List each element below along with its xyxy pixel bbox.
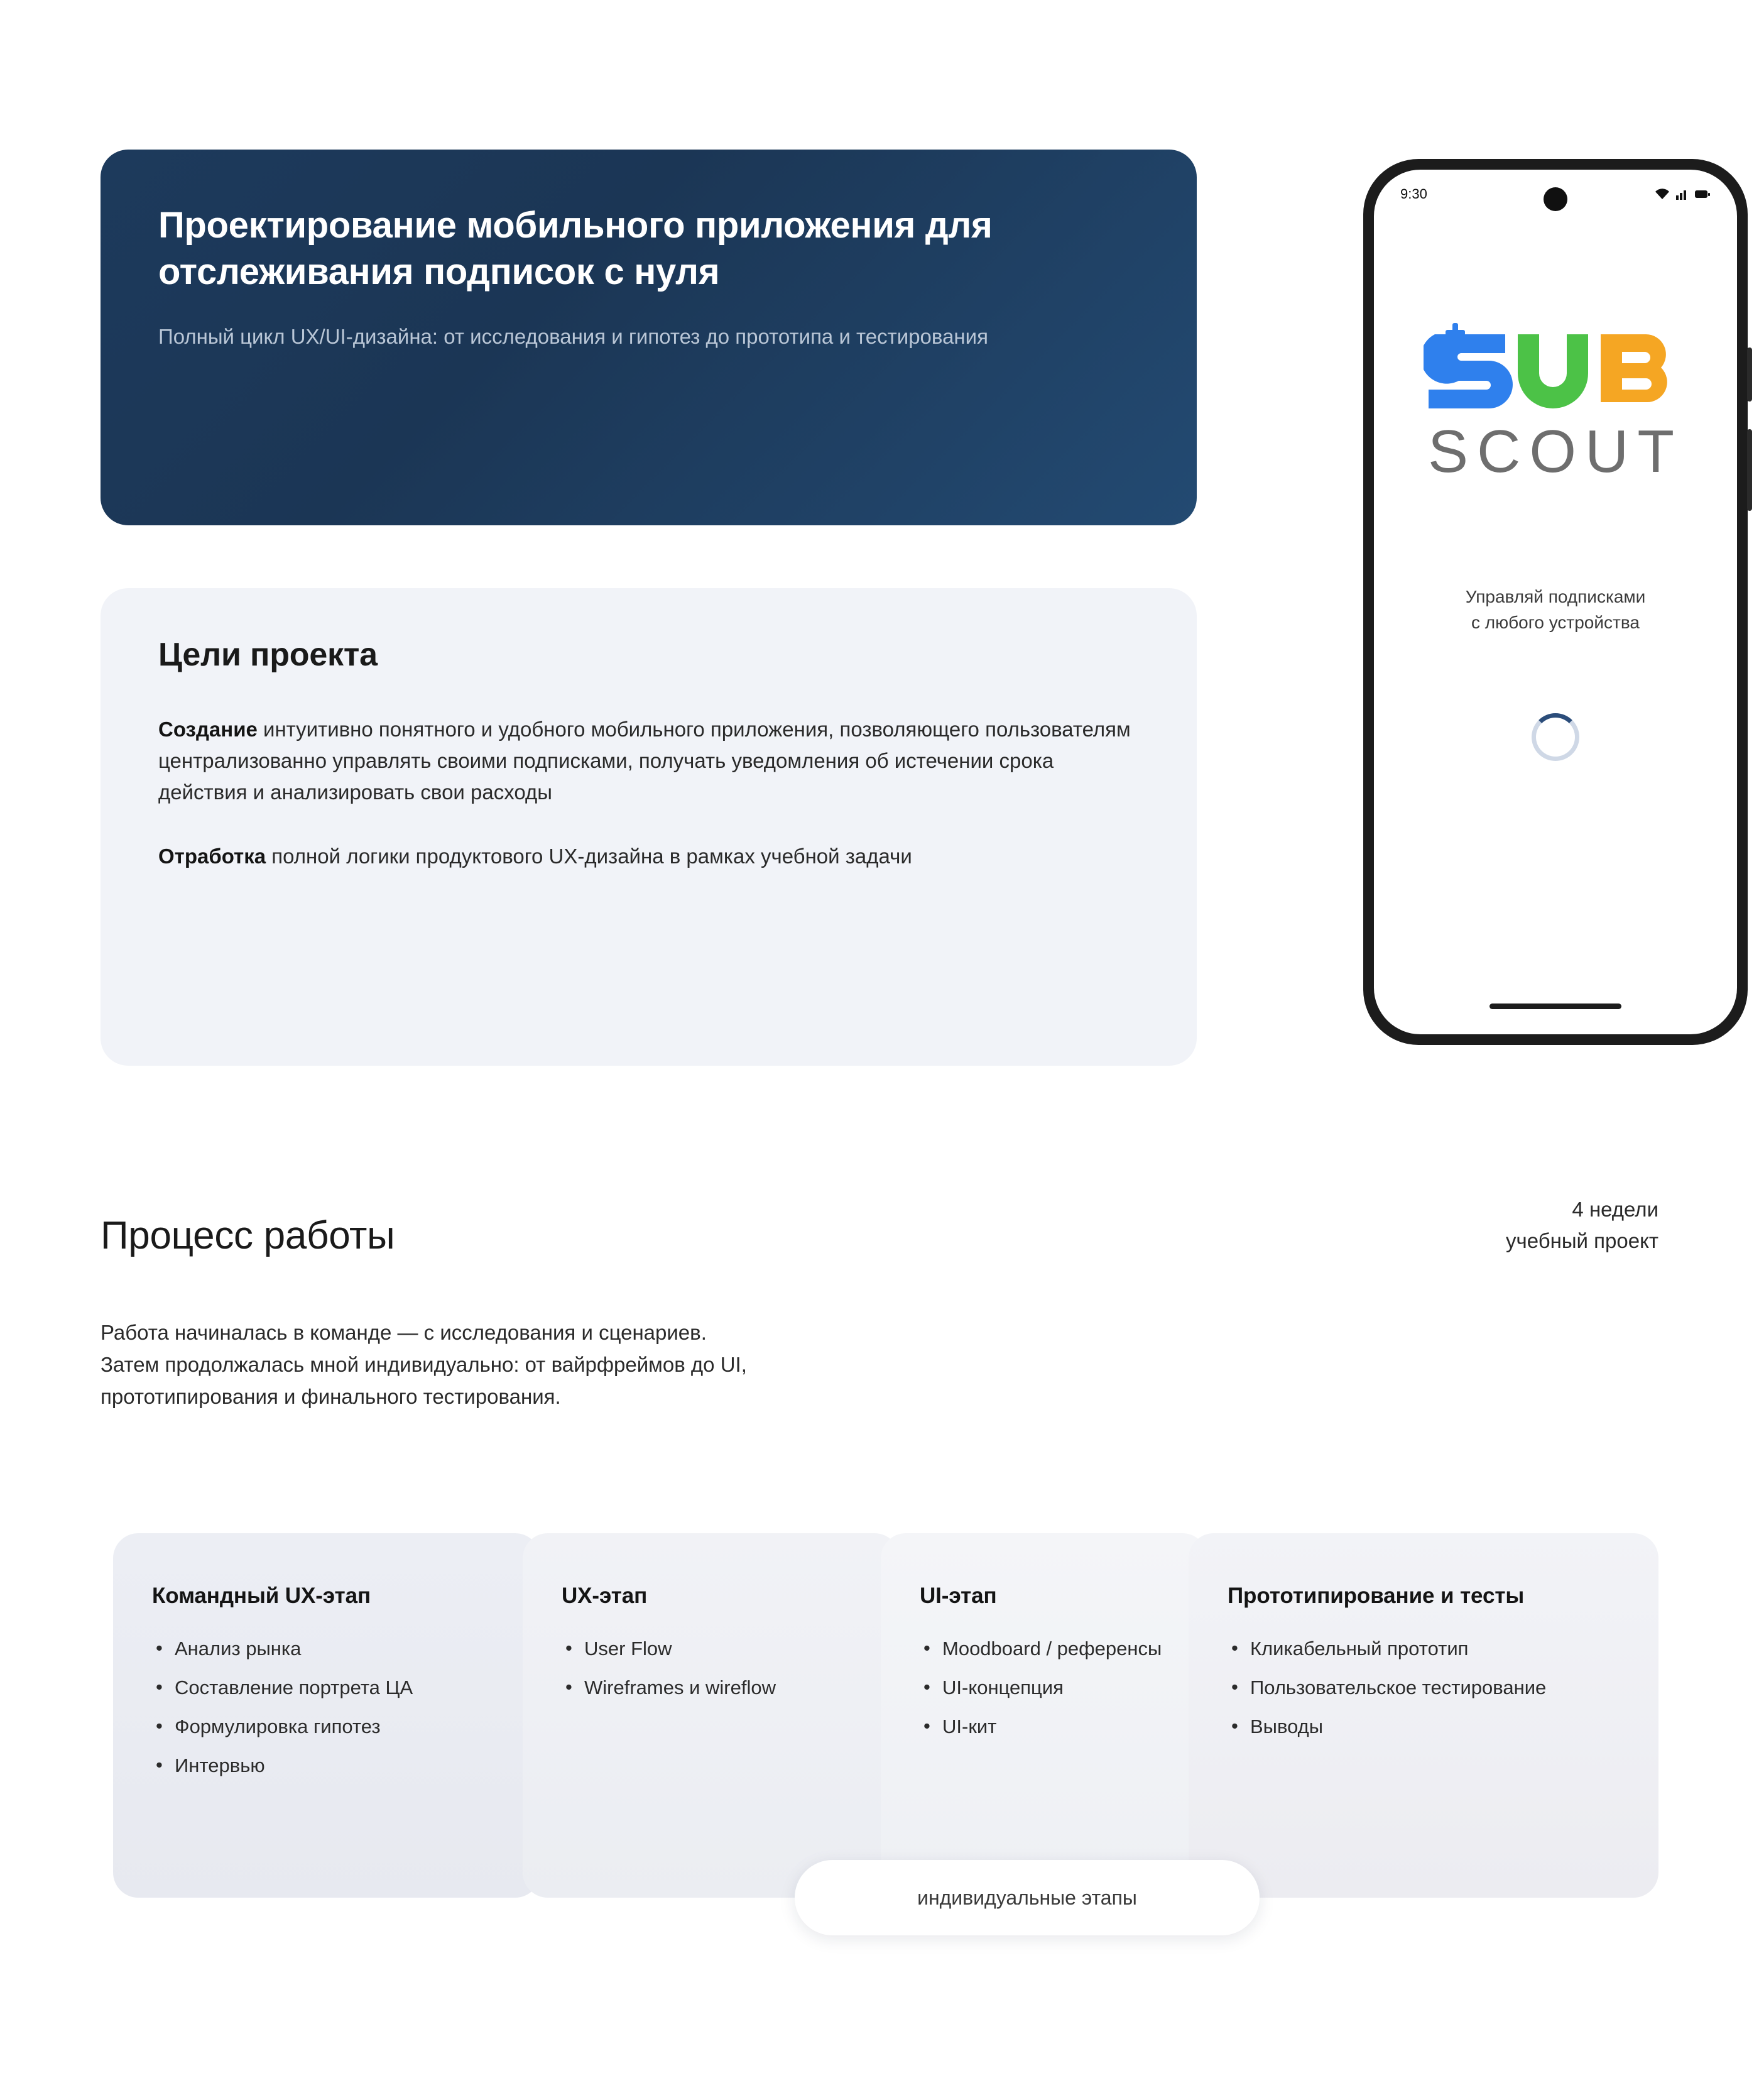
list-item: • Интервью [152,1752,503,1780]
goal-text: полной логики продуктового UX-дизайна в рамках учебной задачи [266,845,912,868]
sub-logo-icon [1424,320,1687,408]
page-title: Проектирование мобильного приложения для отслеживания подписок с нуля [158,205,993,293]
phone-screen [1374,170,1737,1034]
list-item: • Пользовательское тестирование [1228,1674,1621,1702]
stage-title: UI-этап [920,1583,997,1608]
stage-card [523,1533,900,1898]
home-indicator [1489,1004,1621,1009]
list-item: • Формулировка гипотез [152,1713,503,1741]
process-description-line3: прототипирования и финального тестирования. [101,1385,561,1409]
goals-card [101,588,1197,1066]
list-item: • Кликабельный прототип [1228,1635,1621,1663]
list-item: • Составление портрета ЦА [152,1674,503,1702]
list-item: • UI-кит [920,1713,1170,1741]
hero-card [101,150,1197,525]
goal-item [158,841,1139,872]
stage-list [152,1635,503,1780]
goal-item [158,714,1139,808]
stage-title: UX-этап [562,1583,648,1608]
stage-card [881,1533,1207,1898]
stage-card [113,1533,540,1898]
phone-tagline-line2: с любого устройства [1471,612,1640,632]
loading-spinner-icon [1532,713,1579,761]
list-item: • User Flow [562,1635,862,1663]
signal-icon [1675,188,1689,200]
list-item: • Анализ рынка [152,1635,503,1663]
phone-tagline-line1: Управляй подписками [1465,587,1646,606]
goal-lead: Создание [158,718,258,741]
phone-power-button [1747,429,1752,511]
stage-list [920,1635,1170,1741]
process-type: учебный проект [1506,1228,1658,1252]
list-item: • Moodboard / референсы [920,1635,1170,1663]
process-meta [1506,1194,1658,1256]
wifi-icon [1654,188,1670,200]
status-icons [1654,188,1711,200]
logo-sub-letters [1374,327,1737,408]
stage-title: Прототипирование и тесты [1228,1583,1525,1608]
goal-lead: Отработка [158,845,266,868]
goal-text: интуитивно понятного и удобного мобильного приложения, позволяющего пользователям централизованно управлять своими подписками, получать уведомления об истечении срока действия и анализировать свои расходы [158,718,1131,804]
process-title: Процесс работы [101,1214,395,1258]
stage-card [1189,1533,1658,1898]
list-item: • UI-концепция [920,1674,1170,1702]
list-item: • Wireframes и wireflow [562,1674,862,1702]
goals-title: Цели проекта [158,637,378,673]
process-duration: 4 недели [1572,1198,1658,1221]
phone-volume-button [1747,347,1752,402]
stage-title: Командный UX-этап [152,1583,371,1608]
process-description-line2: Затем продолжалась мной индивидуально: от вайрфреймов до UI, [101,1353,747,1377]
list-item: • Выводы [1228,1713,1621,1741]
stage-cards [113,1533,1658,1910]
status-time: 9:30 [1400,186,1427,202]
individual-stages-badge: индивидуальные этапы [795,1860,1260,1935]
app-logo [1374,327,1737,486]
process-description-line1: Работа начиналась в команде — с исследования и сценариев. [101,1321,707,1344]
phone-tagline [1374,584,1737,635]
process-description [101,1316,747,1413]
stage-list [1228,1635,1621,1741]
phone-body [1363,159,1748,1045]
stage-list [562,1635,862,1702]
logo-wordmark: SCOUT [1428,418,1683,485]
camera-notch [1544,187,1567,211]
phone-mockup [1363,159,1759,1051]
hero-subtitle: Полный цикл UX/UI-дизайна: от исследования и гипотез до прототипа и тестирования [158,325,988,349]
battery-icon [1694,189,1711,199]
